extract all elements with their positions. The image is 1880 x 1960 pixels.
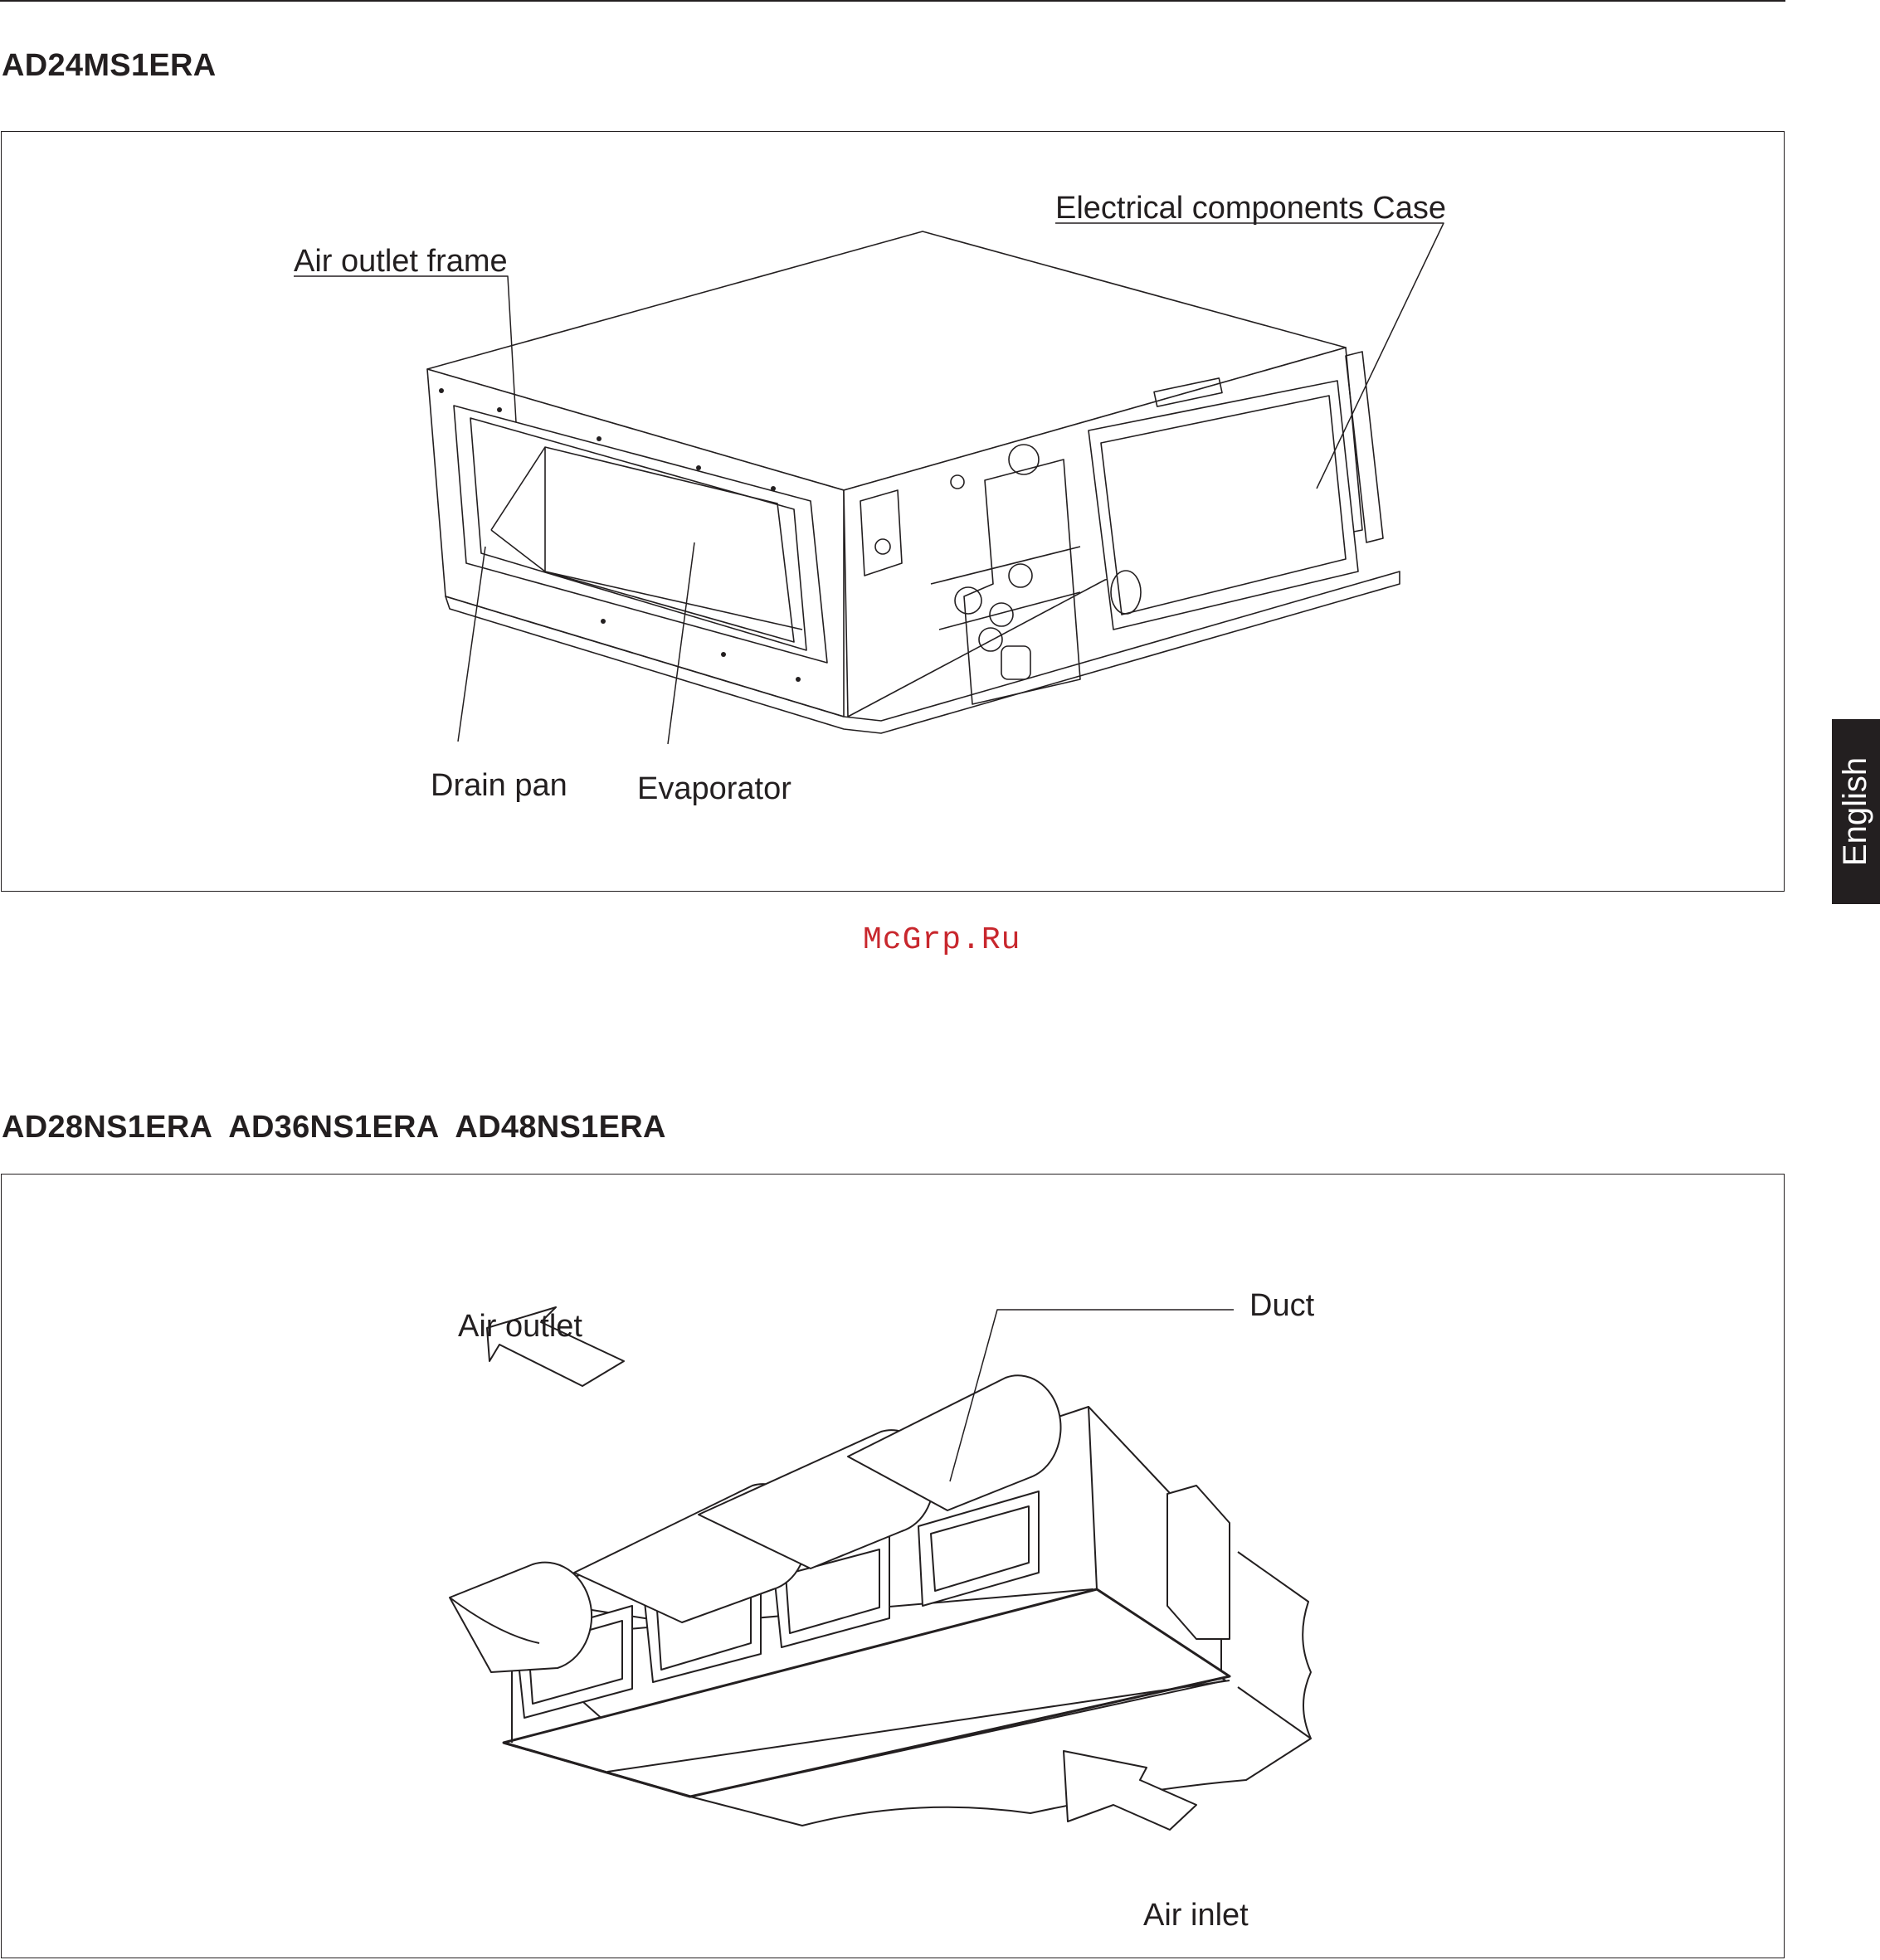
unit-illustration	[427, 231, 1400, 733]
language-tab	[1832, 719, 1880, 904]
figure-ducted-unit	[1, 1174, 1785, 1958]
top-rule	[0, 0, 1785, 2]
label-evaporator: Evaporator	[637, 771, 791, 806]
label-drain-pan: Drain pan	[431, 768, 567, 803]
label-duct: Duct	[1249, 1288, 1315, 1323]
model-heading-ad28-ad36-ad48: AD28NS1ERA AD36NS1ERA AD48NS1ERA	[2, 1110, 666, 1145]
arrow-inlet-icon	[1064, 1751, 1196, 1830]
figure-ad24-unit	[1, 131, 1785, 892]
label-electrical-components-case: Electrical components Case	[1055, 191, 1446, 226]
label-air-outlet: Air outlet	[458, 1309, 582, 1344]
watermark: McGrp.Ru	[863, 922, 1021, 958]
model-heading-ad24: AD24MS1ERA	[2, 48, 217, 83]
duct-illustration	[450, 1307, 1311, 1830]
label-air-inlet: Air inlet	[1143, 1898, 1249, 1933]
label-air-outlet-frame: Air outlet frame	[294, 244, 508, 279]
language-tab-label: English	[1837, 756, 1874, 867]
